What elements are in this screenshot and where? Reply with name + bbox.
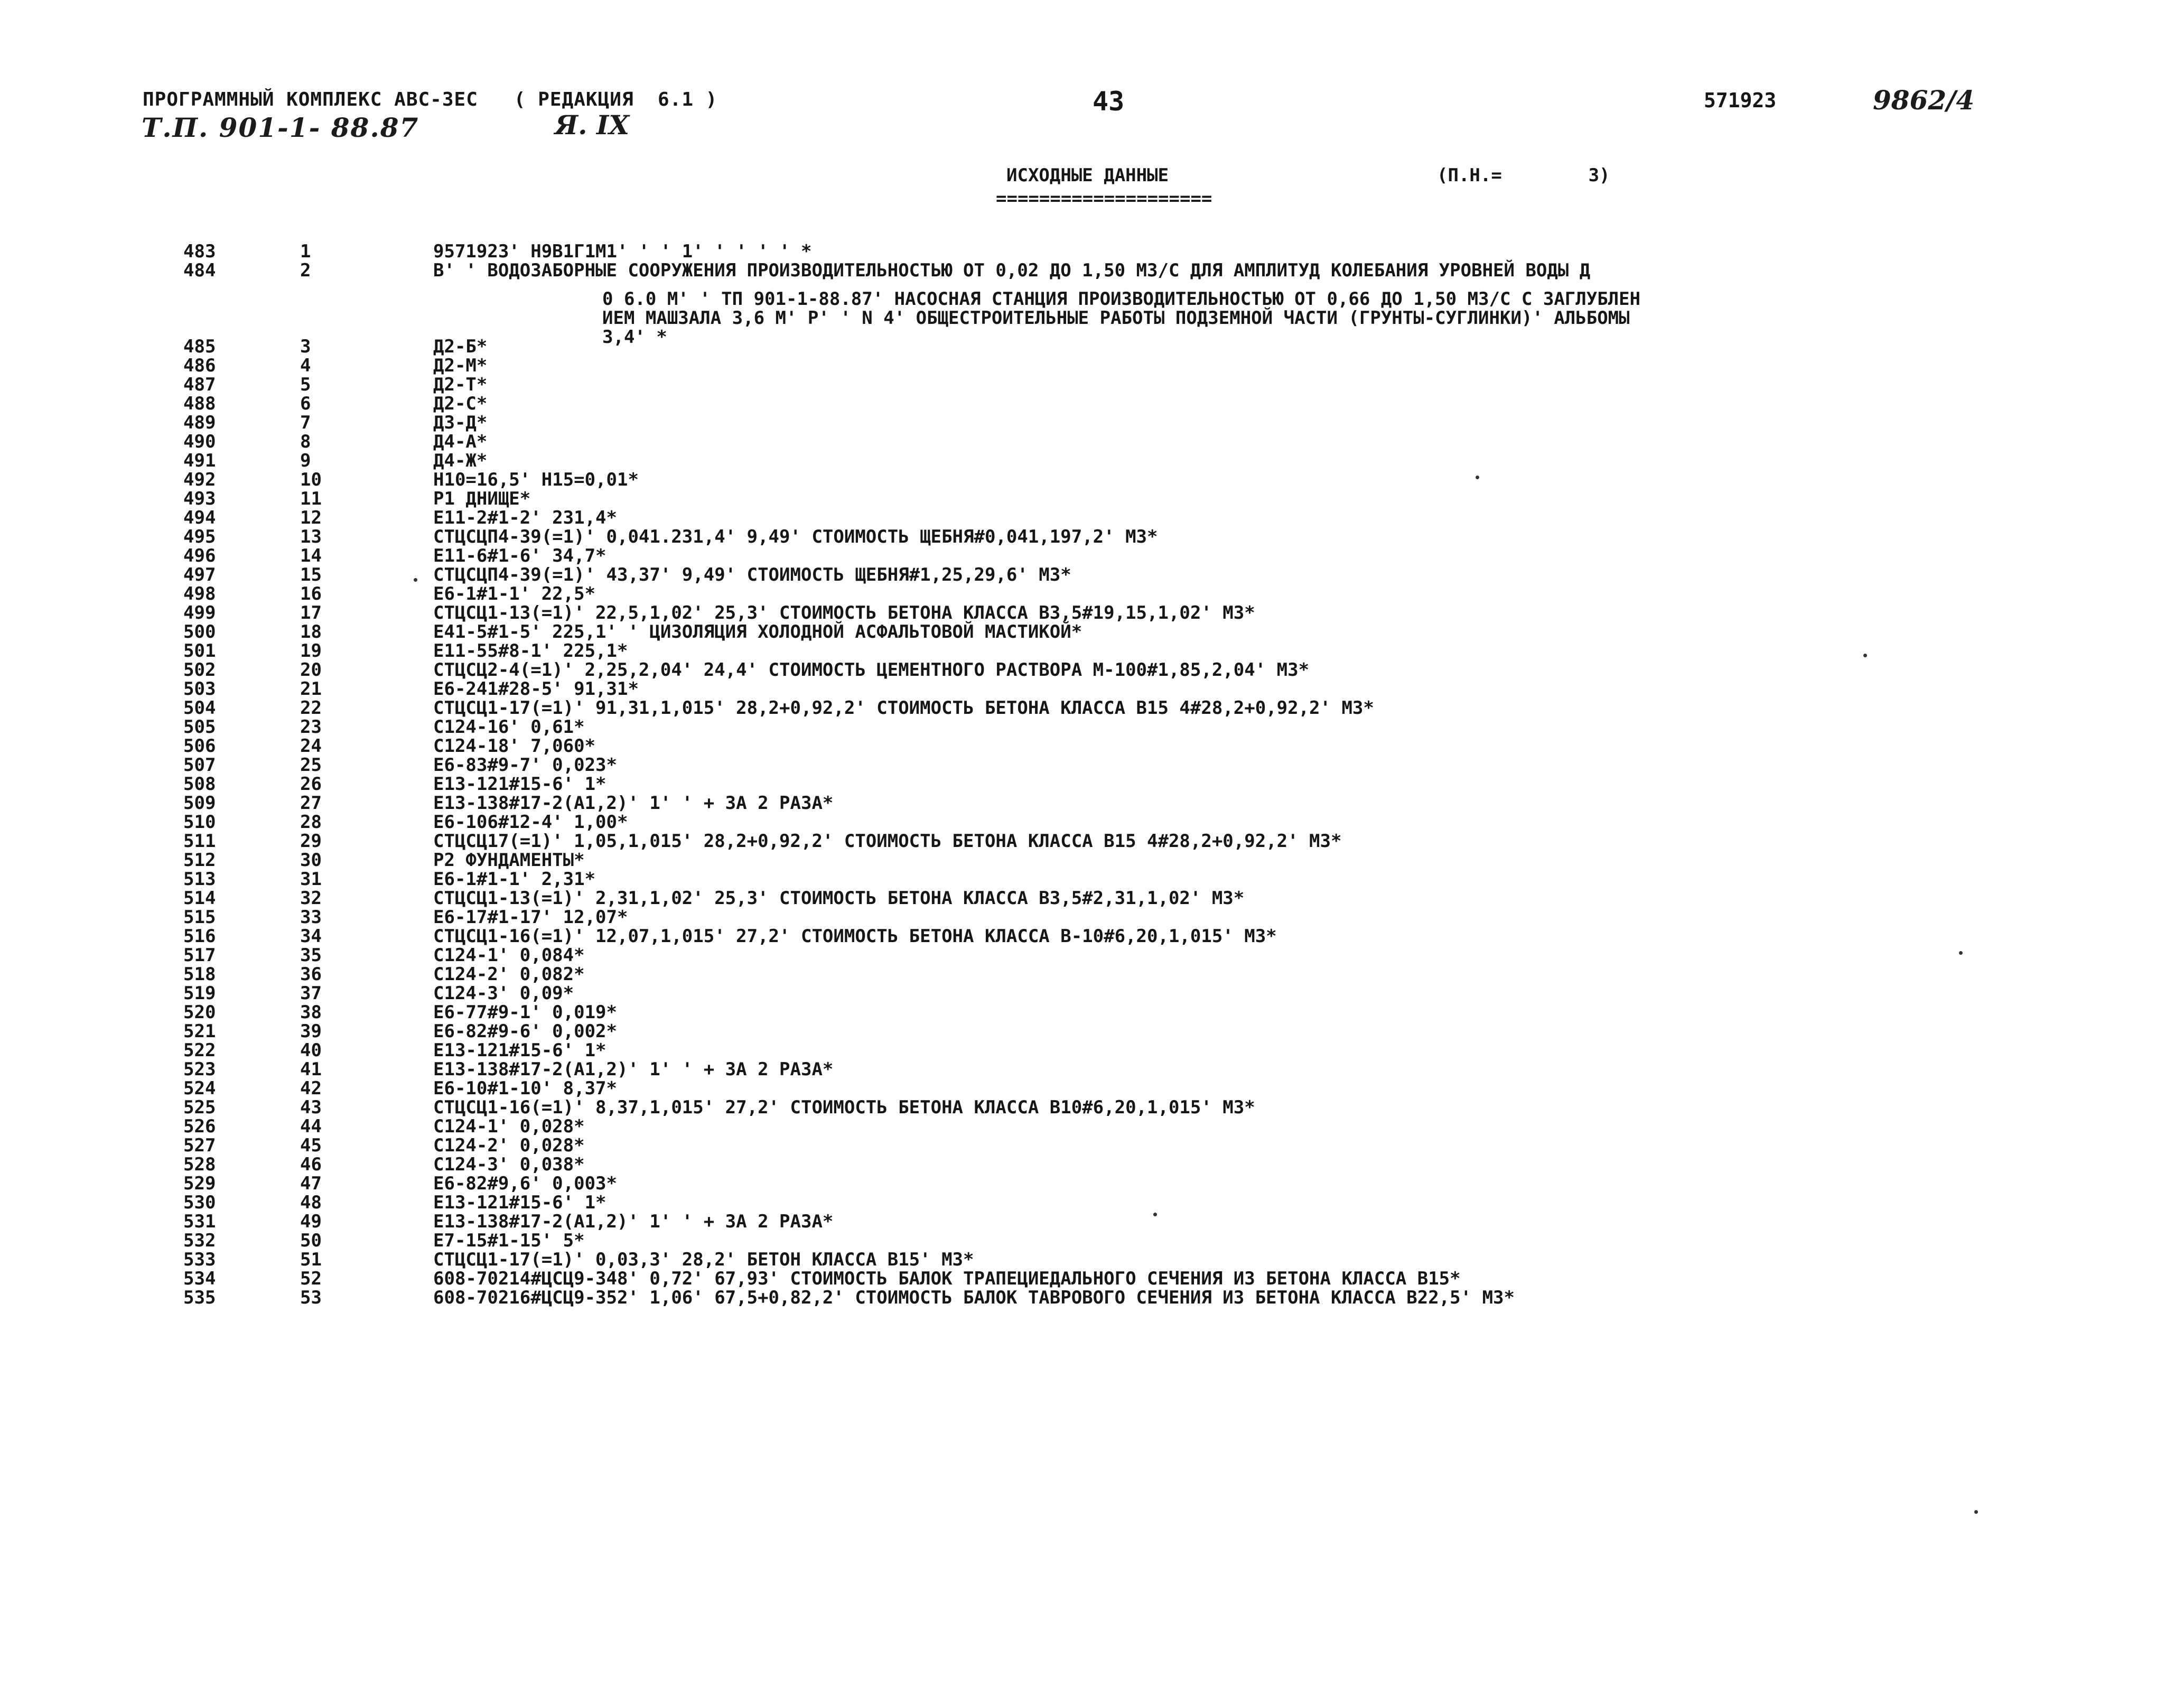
row-index: 41	[300, 1059, 322, 1080]
row-index: 48	[300, 1192, 322, 1213]
row-index: 34	[300, 926, 322, 947]
listing-row	[0, 1174, 2184, 1193]
row-index: 39	[300, 1021, 322, 1042]
row-text: В' ' ВОДОЗАБОРНЫЕ СООРУЖЕНИЯ ПРОИЗВОДИТЕЛЬНОСТЬЮ ОТ 0,02 ДО 1,50 М3/С ДЛЯ АМПЛИТУД КОЛЕБАНИЯ УРОВНЕЙ ВОДЫ Д	[433, 260, 1591, 281]
row-text: СТЦСЦ1-13(=1)' 2,31,1,02' 25,3' СТОИМОСТЬ БЕТОНА КЛАССА В3,5#2,31,1,02' М3*	[433, 888, 1245, 909]
row-sequence-number: 503	[183, 678, 216, 700]
listing-row	[0, 1193, 2184, 1212]
row-sequence-number: 487	[183, 374, 216, 395]
row-sequence-number: 523	[183, 1059, 216, 1080]
row-text: С124-18' 7,060*	[433, 736, 596, 757]
row-index: 4	[300, 355, 311, 376]
row-sequence-number: 515	[183, 907, 216, 928]
row-sequence-number: 522	[183, 1040, 216, 1061]
row-sequence-number: 521	[183, 1021, 216, 1042]
listing-row	[0, 1022, 2184, 1041]
row-text: СТЦСЦП4-39(=1)' 43,37' 9,49' СТОИМОСТЬ ЩЕБНЯ#1,25,29,6' М3*	[433, 564, 1071, 585]
row-sequence-number: 535	[183, 1287, 216, 1308]
row-text: 608-70216#ЦСЦ9-352' 1,06' 67,5+0,82,2' СТОИМОСТЬ БАЛОК ТАВРОВОГО СЕЧЕНИЯ ИЗ БЕТОНА КЛАССА В22,5' М3*	[433, 1287, 1515, 1308]
row-text: Н10=16,5' Н15=0,01*	[433, 469, 639, 490]
listing-row	[0, 718, 2184, 737]
row-sequence-number: 498	[183, 583, 216, 604]
row-sequence-number: 526	[183, 1116, 216, 1137]
program-header: ПРОГРАММНЫЙ КОМПЛЕКС АВС-ЗЕС ( РЕДАКЦИЯ 6.1 )	[143, 89, 718, 110]
row-index: 27	[300, 793, 322, 814]
row-sequence-number: 499	[183, 602, 216, 623]
listing-row	[0, 1041, 2184, 1060]
row-index: 43	[300, 1097, 322, 1118]
row-sequence-number: 494	[183, 507, 216, 528]
listing-row	[0, 660, 2184, 679]
listing-row	[0, 984, 2184, 1003]
row-text: Е13-121#15-6' 1*	[433, 774, 606, 795]
row-text: Е13-138#17-2(А1,2)' 1' ' + 3А 2 РАЗА*	[433, 1059, 834, 1080]
listing-row	[0, 1250, 2184, 1269]
row-index: 36	[300, 964, 322, 985]
handwritten-project-number: Т.П. 901-1- 88.87	[142, 112, 419, 143]
row-index: 37	[300, 983, 322, 1004]
row-text: Д4-А*	[433, 431, 488, 452]
listing-row	[0, 242, 2184, 261]
row-index: 14	[300, 545, 322, 566]
listing-row	[0, 584, 2184, 603]
row-text: Д2-Б*	[433, 336, 488, 357]
row-index: 9	[300, 450, 311, 471]
row-text: 608-70214#ЦСЦ9-348' 0,72' 67,93' СТОИМОСТЬ БАЛОК ТРАПЕЦИЕДАЛЬНОГО СЕЧЕНИЯ ИЗ БЕТОНА КЛАССА В15*	[433, 1268, 1461, 1289]
row-sequence-number: 484	[183, 260, 216, 281]
listing-row	[0, 337, 2184, 356]
row-sequence-number: 496	[183, 545, 216, 566]
row-index: 44	[300, 1116, 322, 1137]
listing-row	[0, 375, 2184, 394]
row-index: 53	[300, 1287, 322, 1308]
row-text: СТЦСЦ1-17(=1)' 91,31,1,015' 28,2+0,92,2' СТОИМОСТЬ БЕТОНА КЛАССА В15 4#28,2+0,92,2' М3*	[433, 697, 1374, 719]
listing-row	[0, 1079, 2184, 1098]
row-text: Д2-Т*	[433, 374, 488, 395]
listing-row	[0, 622, 2184, 641]
listing-row	[0, 641, 2184, 660]
row-text: Е13-138#17-2(А1,2)' 1' ' + 3А 2 РАЗА*	[433, 793, 834, 814]
row-sequence-number: 518	[183, 964, 216, 985]
listing-row	[0, 451, 2184, 470]
page-number: 43	[1093, 86, 1125, 117]
row-index: 24	[300, 736, 322, 757]
print-speck	[1476, 476, 1479, 479]
listing-row	[0, 832, 2184, 851]
handwritten-album-mark: Я. IX	[555, 109, 630, 141]
row-text: 9571923' Н9В1Г1М1' ' ' 1' ' ' ' ' *	[433, 241, 812, 262]
row-sequence-number: 488	[183, 393, 216, 414]
row-text: С124-16' 0,61*	[433, 716, 585, 738]
row-sequence-number: 506	[183, 736, 216, 757]
listing-row	[0, 946, 2184, 965]
listing-row	[0, 603, 2184, 622]
row-text: Е6-106#12-4' 1,00*	[433, 812, 628, 833]
row-index: 38	[300, 1002, 322, 1023]
row-index: 40	[300, 1040, 322, 1061]
row-index: 5	[300, 374, 311, 395]
listing-row	[0, 679, 2184, 699]
row-index: 7	[300, 412, 311, 433]
row-index: 30	[300, 850, 322, 871]
document-number: 571923	[1704, 89, 1777, 112]
row-index: 47	[300, 1173, 322, 1194]
row-text: Д2-С*	[433, 393, 488, 414]
row-index: 23	[300, 716, 322, 738]
listing-row	[0, 546, 2184, 565]
listing-row	[0, 908, 2184, 927]
listing-row	[0, 508, 2184, 527]
row-continuation: ИЕМ МАШЗАЛА 3,6 М' Р' ' N 4' ОБЩЕСТРОИТЕЛЬНЫЕ РАБОТЫ ПОДЗЕМНОЙ ЧАСТИ (ГРУНТЫ-СУГЛИНКИ)' АЛЬБОМЫ	[602, 308, 1630, 329]
row-index: 28	[300, 812, 322, 833]
row-text: Д2-М*	[433, 355, 488, 376]
row-text: Е6-82#9,6' 0,003*	[433, 1173, 617, 1194]
listing-row	[0, 813, 2184, 832]
listing-row	[0, 1288, 2184, 1307]
row-sequence-number: 512	[183, 850, 216, 871]
row-text: Е6-17#1-17' 12,07*	[433, 907, 628, 928]
listing-row	[0, 356, 2184, 375]
listing-row	[0, 737, 2184, 756]
row-text: С124-2' 0,028*	[433, 1135, 585, 1156]
row-continuation: 3,4' *	[602, 327, 667, 348]
row-text: СТЦСЦП4-39(=1)' 0,041.231,4' 9,49' СТОИМОСТЬ ЩЕБНЯ#0,041,197,2' М3*	[433, 526, 1158, 547]
print-speck	[1974, 1510, 1978, 1514]
row-text: СТЦСЦ2-4(=1)' 2,25,2,04' 24,4' СТОИМОСТЬ ЦЕМЕНТНОГО РАСТВОРА М-100#1,85,2,04' М3*	[433, 659, 1310, 681]
row-sequence-number: 500	[183, 621, 216, 643]
row-index: 17	[300, 602, 322, 623]
row-sequence-number: 524	[183, 1078, 216, 1099]
listing-row	[0, 1098, 2184, 1117]
row-text: Е11-6#1-6' 34,7*	[433, 545, 606, 566]
section-meta: (П.Н.= 3)	[1437, 165, 1610, 186]
listing-row	[0, 851, 2184, 870]
row-sequence-number: 505	[183, 716, 216, 738]
print-speck	[1153, 1213, 1157, 1216]
row-index: 46	[300, 1154, 322, 1175]
row-sequence-number: 513	[183, 869, 216, 890]
row-text: Е6-83#9-7' 0,023*	[433, 755, 617, 776]
row-sequence-number: 483	[183, 241, 216, 262]
row-sequence-number: 510	[183, 812, 216, 833]
row-index: 26	[300, 774, 322, 795]
row-index: 29	[300, 831, 322, 852]
row-text: Е6-82#9-6' 0,002*	[433, 1021, 617, 1042]
row-sequence-number: 532	[183, 1230, 216, 1251]
row-index: 13	[300, 526, 322, 547]
row-text: С124-1' 0,028*	[433, 1116, 585, 1137]
row-index: 33	[300, 907, 322, 928]
row-index: 22	[300, 697, 322, 719]
row-index: 3	[300, 336, 311, 357]
row-text: С124-1' 0,084*	[433, 945, 585, 966]
section-underline: ====================	[996, 188, 1212, 209]
row-sequence-number: 491	[183, 450, 216, 471]
row-text: Е11-2#1-2' 231,4*	[433, 507, 617, 528]
print-speck	[1863, 654, 1867, 657]
row-index: 49	[300, 1211, 322, 1232]
row-text: СТЦСЦ1-17(=1)' 0,03,3' 28,2' БЕТОН КЛАССА В15' М3*	[433, 1249, 974, 1270]
row-text: Е6-1#1-1' 22,5*	[433, 583, 596, 604]
row-index: 45	[300, 1135, 322, 1156]
row-sequence-number: 511	[183, 831, 216, 852]
listing-row	[0, 394, 2184, 413]
row-sequence-number: 519	[183, 983, 216, 1004]
row-index: 51	[300, 1249, 322, 1270]
listing-row	[0, 756, 2184, 775]
row-sequence-number: 528	[183, 1154, 216, 1175]
row-sequence-number: 508	[183, 774, 216, 795]
row-sequence-number: 530	[183, 1192, 216, 1213]
row-sequence-number: 534	[183, 1268, 216, 1289]
listing-row	[0, 794, 2184, 813]
row-text: СТЦСЦ1-13(=1)' 22,5,1,02' 25,3' СТОИМОСТЬ БЕТОНА КЛАССА В3,5#19,15,1,02' М3*	[433, 602, 1255, 623]
listing-row	[0, 775, 2184, 794]
row-index: 21	[300, 678, 322, 700]
row-sequence-number: 517	[183, 945, 216, 966]
row-continuation: 0 6.0 М' ' ТП 901-1-88.87' НАСОСНАЯ СТАНЦИЯ ПРОИЗВОДИТЕЛЬНОСТЬЮ ОТ 0,66 ДО 1,50 М3/С С ЗАГЛУБЛЕН	[602, 288, 1641, 310]
row-sequence-number: 485	[183, 336, 216, 357]
row-sequence-number: 501	[183, 640, 216, 662]
row-index: 52	[300, 1268, 322, 1289]
row-sequence-number: 490	[183, 431, 216, 452]
listing-row	[0, 965, 2184, 984]
row-sequence-number: 533	[183, 1249, 216, 1270]
listing-row	[0, 870, 2184, 889]
row-text: СТЦСЦ1-16(=1)' 12,07,1,015' 27,2' СТОИМОСТЬ БЕТОНА КЛАССА В-10#6,20,1,015' М3*	[433, 926, 1277, 947]
listing-row	[0, 1060, 2184, 1079]
row-sequence-number: 507	[183, 755, 216, 776]
row-sequence-number: 525	[183, 1097, 216, 1118]
row-index: 11	[300, 488, 322, 509]
row-text: С124-3' 0,038*	[433, 1154, 585, 1175]
listing-row	[0, 1117, 2184, 1136]
listing-row	[0, 1269, 2184, 1288]
row-sequence-number: 509	[183, 793, 216, 814]
row-sequence-number: 504	[183, 697, 216, 719]
listing-row	[0, 1155, 2184, 1174]
listing-row	[0, 489, 2184, 508]
row-text: Е7-15#1-15' 5*	[433, 1230, 585, 1251]
row-text: Е6-77#9-1' 0,019*	[433, 1002, 617, 1023]
row-index: 19	[300, 640, 322, 662]
row-text: С124-3' 0,09*	[433, 983, 574, 1004]
row-sequence-number: 493	[183, 488, 216, 509]
row-index: 25	[300, 755, 322, 776]
row-text: Е13-121#15-6' 1*	[433, 1040, 606, 1061]
row-sequence-number: 502	[183, 659, 216, 681]
row-index: 2	[300, 260, 311, 281]
row-index: 8	[300, 431, 311, 452]
row-text: Д3-Д*	[433, 412, 488, 433]
section-title: ИСХОДНЫЕ ДАННЫЕ	[1006, 165, 1169, 186]
row-text: Е6-1#1-1' 2,31*	[433, 869, 596, 890]
row-text: Е6-241#28-5' 91,31*	[433, 678, 639, 700]
row-index: 10	[300, 469, 322, 490]
row-index: 32	[300, 888, 322, 909]
row-sequence-number: 514	[183, 888, 216, 909]
row-index: 50	[300, 1230, 322, 1251]
listing-row	[0, 413, 2184, 432]
row-text: Р2 ФУНДАМЕНТЫ*	[433, 850, 585, 871]
listing-row	[0, 261, 2184, 280]
row-text: Е13-121#15-6' 1*	[433, 1192, 606, 1213]
listing-row	[0, 1003, 2184, 1022]
row-sequence-number: 516	[183, 926, 216, 947]
row-text: СТЦСЦ1-16(=1)' 8,37,1,015' 27,2' СТОИМОСТЬ БЕТОНА КЛАССА В10#6,20,1,015' М3*	[433, 1097, 1255, 1118]
listing-row	[0, 1136, 2184, 1155]
print-speck	[414, 578, 417, 582]
listing-row	[0, 699, 2184, 718]
listing-row	[0, 565, 2184, 584]
listing-row	[0, 1231, 2184, 1250]
row-index: 20	[300, 659, 322, 681]
row-text: Е13-138#17-2(А1,2)' 1' ' + 3А 2 РАЗА*	[433, 1211, 834, 1232]
row-index: 18	[300, 621, 322, 643]
row-text: СТЦСЦ17(=1)' 1,05,1,015' 28,2+0,92,2' СТОИМОСТЬ БЕТОНА КЛАССА В15 4#28,2+0,92,2' М3*	[433, 831, 1342, 852]
row-index: 12	[300, 507, 322, 528]
row-text: Е41-5#1-5' 225,1' ' ЦИЗОЛЯЦИЯ ХОЛОДНОЙ АСФАЛЬТОВОЙ МАСТИКОЙ*	[433, 621, 1082, 643]
listing-row	[0, 432, 2184, 451]
row-sequence-number: 531	[183, 1211, 216, 1232]
row-text: Е11-55#8-1' 225,1*	[433, 640, 628, 662]
row-index: 6	[300, 393, 311, 414]
row-index: 15	[300, 564, 322, 585]
listing-row	[0, 889, 2184, 908]
row-index: 35	[300, 945, 322, 966]
row-sequence-number: 495	[183, 526, 216, 547]
row-index: 16	[300, 583, 322, 604]
row-sequence-number: 489	[183, 412, 216, 433]
row-text: Р1 ДНИЩЕ*	[433, 488, 531, 509]
row-sequence-number: 527	[183, 1135, 216, 1156]
row-sequence-number: 492	[183, 469, 216, 490]
listing-row	[0, 470, 2184, 489]
row-sequence-number: 529	[183, 1173, 216, 1194]
row-index: 1	[300, 241, 311, 262]
listing-row	[0, 527, 2184, 546]
listing-row	[0, 1212, 2184, 1231]
row-text: Е6-10#1-10' 8,37*	[433, 1078, 617, 1099]
row-text: Д4-Ж*	[433, 450, 488, 471]
row-sequence-number: 520	[183, 1002, 216, 1023]
row-sequence-number: 497	[183, 564, 216, 585]
row-index: 42	[300, 1078, 322, 1099]
handwritten-code: 9862/4	[1873, 85, 1975, 116]
row-text: С124-2' 0,082*	[433, 964, 585, 985]
row-sequence-number: 486	[183, 355, 216, 376]
print-speck	[1959, 951, 1963, 955]
listing-row	[0, 927, 2184, 946]
row-index: 31	[300, 869, 322, 890]
